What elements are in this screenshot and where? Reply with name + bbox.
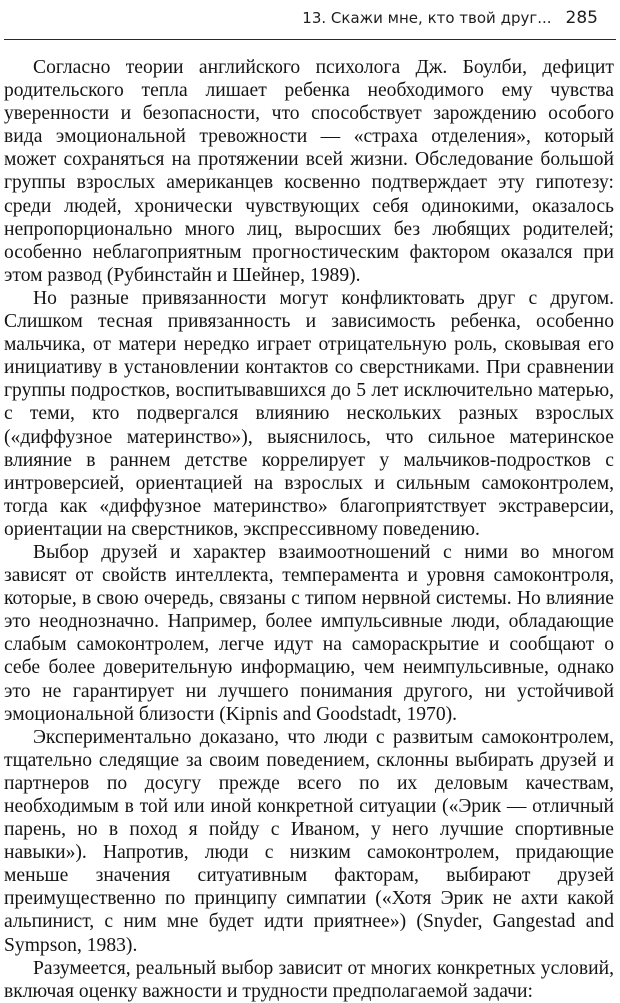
running-head [302, 8, 598, 28]
paragraph: Экспериментально доказано, что люди с развитым самоконтролем, тщательно следящие за своим поведением, склонны выбирать друзей и партнеров по досугу прежде всего по их деловым качествам, необходимым в той или иной конкретной ситуации («Эрик — отличный парень, но в поход я пойду с Иваном, у него лучшие спортивные навыки»). Напротив, люди с низким самоконтролем, придающие меньше значения ситуативным факторам, выбирают друзей преимущественно по принципу симпатии («Хотя Эрик не ахти какой альпинист, с ним мне будет идти приятнее») (Snyder, Gangestad and Sympson, 1983). [4, 726, 614, 956]
paragraph: Согласно теории английского психолога Дж. Боулби, дефицит родительского тепла лишает ребенка необходимого ему чувства уверенности и безопасности, что способствует зарождению особого вида эмоциональной тревожности — «страха отделения», который может сохраняться на протяжении всей жизни. Обследование большой группы взрослых американцев косвенно подтверждает эту гипотезу: среди людей, хронически чувствующих себя одинокими, оказалось непропорционально много лиц, выросших без любящих родителей; особенно неблагоприятным прогностическим фактором оказался при этом развод (Рубинстайн и Шейнер, 1989). [4, 57, 614, 286]
chapter-title: 13. Скажи мне, кто твой друг... [302, 9, 552, 27]
body-text [4, 56, 614, 1003]
page-number: 285 [565, 8, 598, 28]
paragraph: Выбор друзей и характер взаимоотношений с ними во многом зависят от свойств интеллекта, темперамента и уровня самоконтроля, которые, в свою очередь, связаны с типом нервной системы. Но влияние это неоднозначно. Например, более импульсивные люди, обладающие слабым самоконтролем, легче идут на самораскрытие и сообщают о себе более доверительную информацию, чем неимпульсивные, однако это не гарантирует ни лучшего понимания другого, ни устойчивой эмоциональной близости (Kipnis and Goodstadt, 1970). [4, 541, 614, 725]
paragraph: Но разные привязанности могут конфликтовать друг с другом. Слишком тесная привязанность и зависимость ребенка, особенно мальчика, от матери нередко играет отрицательную роль, сковывая его инициативу в установлении контактов со сверстниками. При сравнении группы подростков, воспитывавшихся до 5 лет исключительно матерью, с теми, кто подвергался влиянию нескольких разных взрослых («диффузное материнство»), выяснилось, что сильное материнское влияние в раннем детстве коррелирует у мальчиков-подростков с интроверсией, ориентацией на взрослых и сильным самоконтролем, тогда как «диффузное материнство» благоприятствует экстраверсии, ориентации на сверстников, экспрессивному поведению. [4, 287, 614, 540]
header-rule [4, 39, 616, 40]
paragraph: Разумеется, реальный выбор зависит от многих конкретных условий, включая оценку важности и трудности предполагаемой задачи: [4, 957, 614, 1002]
